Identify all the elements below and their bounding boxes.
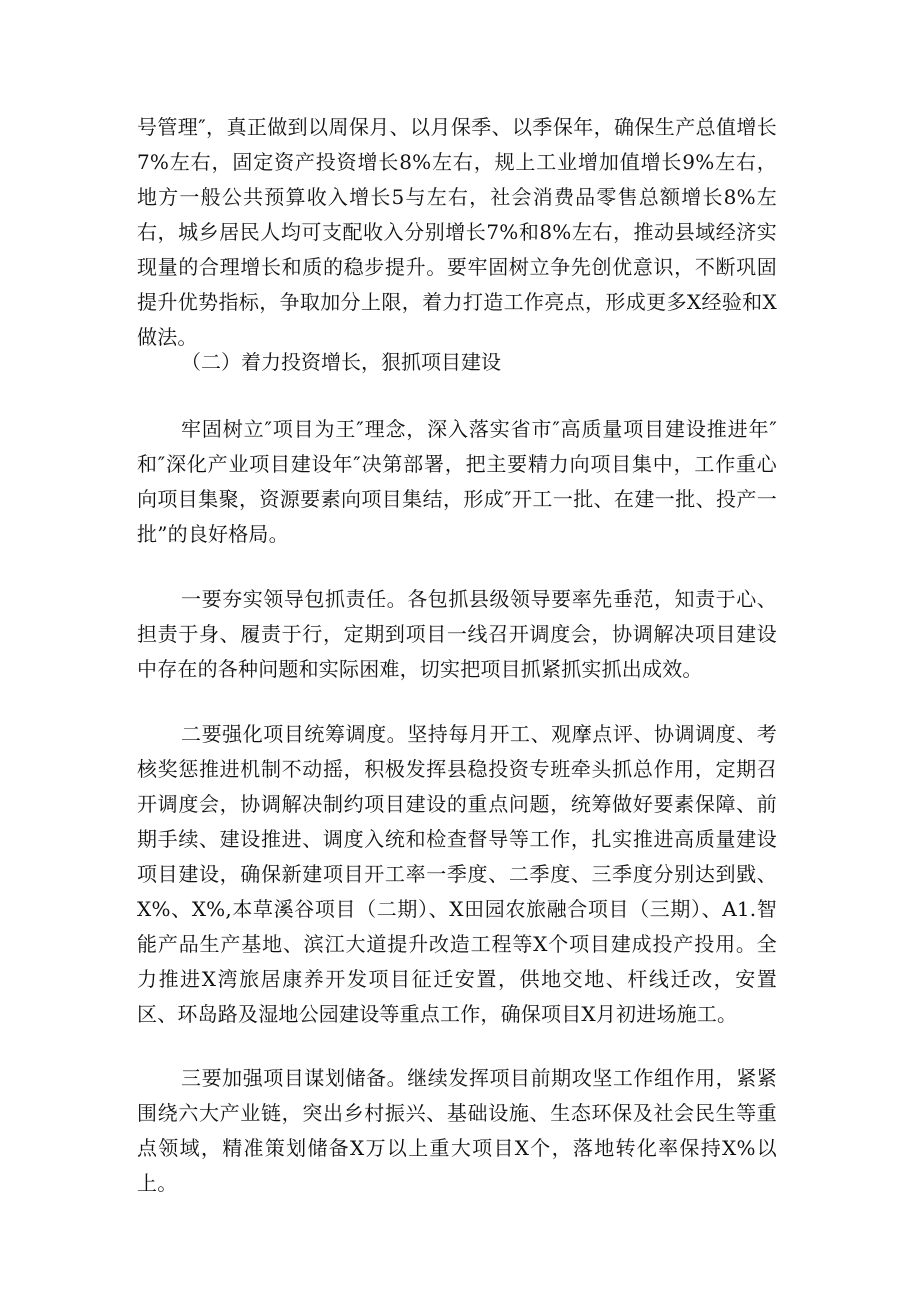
paragraph-leadership-duty: 一要夯实领导包抓责任。各包抓县级领导要率先垂范，知责于心、担责于身、履责于行，定期到项目一线召开调度会，协调解决项目建设中存在的各种问题和实际困难，切实把项目抓紧抓实抓出成效。 <box>137 587 777 681</box>
paragraph-targets: 号管理″，真正做到以周保月、以月保季、以季保年，确保生产总值增长7%左右，固定资产投资增长8%左右，规上工业增加值增长9%左右，地方一般公共预算收入增长5与左右，社会消费品零售总额增长8%左右，城乡居民人均可支配收入分别增长7%和8%左右，推动县域经济实现量的合理增长和质的稳步提升。要牢固树立争先创优意识，不断巩固提升优势指标，争取加分上限，着力打造工作亮点，形成更多X经验和X做法。 <box>137 115 777 349</box>
paragraph-project-scheduling: 二要强化项目统筹调度。坚持每月开工、观摩点评、协调调度、考核奖惩推进机制不动摇，积极发挥县稳投资专班牵头抓总作用，定期召开调度会，协调解决制约项目建设的重点问题，统筹做好要素保障、前期手续、建设推进、调度入统和检查督导等工作，扎实推进高质量建设项目建设，确保新建项目开工率一季度、二季度、三季度分别达到戥、X%、X%,本草溪谷项目（二期）、X田园农旅融合项目（三期）、A1.智能产品生产基地、滨江大道提升改造工程等X个项目建成投产投用。全力推进X湾旅居康养开发项目征迁安置，供地交地、杆线迁改，安置区、环岛路及湿地公园建设等重点工作，确保项目X月初进场施工。 <box>137 722 777 1026</box>
section-heading: （二）着力投资增长，狠抓项目建设 <box>181 350 501 374</box>
paragraph-project-king: 牢固树立″项目为王″理念，深入落实省市″高质量项目建设推进年″和″深化产业项目建设年″决第部署，把主要精力向项目集中，工作重心向项目集聚，资源要素向项目集结，形成″开工一批、在建一批、投产一批”的良好格局。 <box>137 417 777 546</box>
paragraph-project-planning: 三要加强项目谋划储备。继续发挥项目前期攻坚工作组作用，紧紧围绕六大产业链，突出乡村振兴、基础设施、生态环保及社会民生等重点领域，精准策划储备X万以上重大项目X个，落地转化率保持X%以上。 <box>137 1066 777 1195</box>
